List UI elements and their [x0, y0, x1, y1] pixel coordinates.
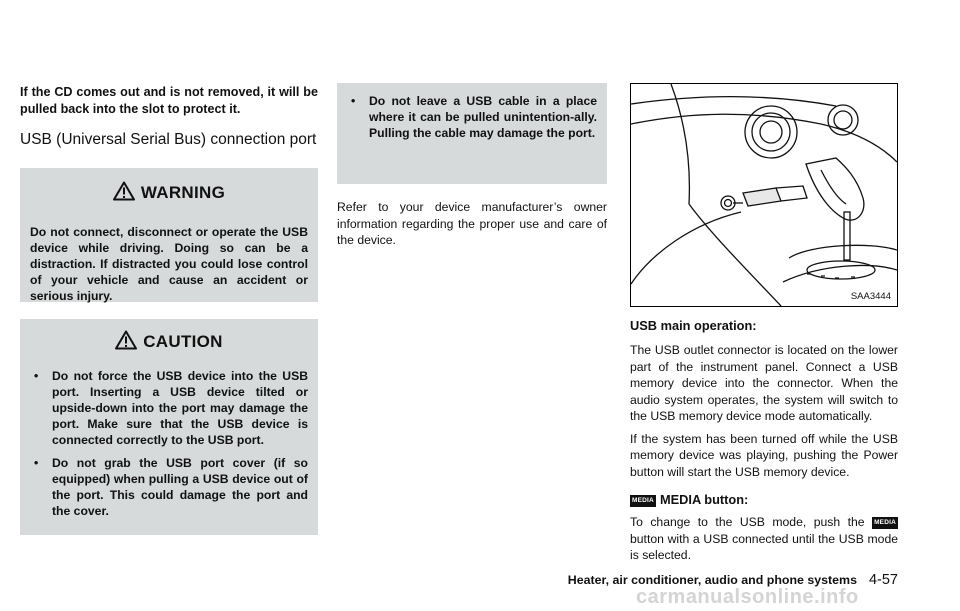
warning-triangle-icon	[113, 181, 135, 201]
warning-title-row	[30, 168, 308, 207]
media-paragraph	[630, 514, 898, 564]
usb-main-paragraph-1: The USB outlet connector is located on the lower part of the instrument panel. Connect a USB memory device into the connector. When the audio system operates, the system will switch to the USB memory device mode automatically.	[630, 343, 898, 423]
caution-box-continued	[337, 83, 607, 184]
caution-item-2: • Do not grab the USB port cover (if so equipped) when pulling a USB device out of the port. This could damage the port and the cover.	[30, 455, 308, 519]
media-inline-icon: MEDIA	[872, 517, 898, 529]
usb-section-title: USB (Universal Serial Bus) connection port	[20, 131, 317, 148]
media-text-before: To change to the USB mode, push the	[630, 515, 865, 529]
media-button-title: MEDIA button:	[659, 492, 749, 507]
figure-label: SAA3444	[850, 291, 891, 302]
usb-port-illustration	[631, 84, 897, 306]
warning-text: Do not connect, disconnect or operate the USB device while driving. Doing so can be a distraction. If distracted you could lose control of your vehicle and cause an accident or serious injury.	[30, 225, 308, 303]
warning-title: WARNING	[140, 183, 226, 202]
caution-box	[20, 319, 318, 535]
caution-title: CAUTION	[143, 332, 223, 351]
footer-section: Heater, air conditioner, audio and phone systems	[567, 573, 857, 587]
left-column	[20, 0, 318, 535]
right-column	[630, 318, 898, 564]
cd-note: If the CD comes out and is not removed, it will be pulled back into the slot to protect it.	[20, 85, 318, 116]
media-text-after: button with a USB connected until the USB mode is selected.	[630, 531, 898, 562]
page-number: 4-57	[868, 572, 898, 588]
caution-title-row	[30, 319, 308, 356]
usb-main-paragraph-2: If the system has been turned off while the USB memory device was playing, pushing the Power button will start the USB memory device.	[630, 431, 898, 479]
media-button-icon: MEDIA	[630, 495, 656, 507]
media-button-title-row	[630, 492, 898, 508]
refer-text: Refer to your device manufacturer’s owner information regarding the proper use and care of the device.	[337, 200, 607, 247]
usb-main-operation-title: USB main operation:	[630, 318, 757, 333]
usb-port-figure	[630, 83, 898, 307]
caution-item-1: • Do not force the USB device into the USB port. Inserting a USB device tilted or upside-down into the port may damage the port. Make sure that the USB device is connected correctly to the USB port.	[30, 368, 308, 448]
caution-item-3: • Do not leave a USB cable in a place where it can be pulled unintention-ally. Pulling the cable may damage the port.	[347, 93, 597, 141]
caution-triangle-icon	[115, 330, 137, 350]
warning-box	[20, 168, 318, 302]
watermark: carmanualsonline.info	[636, 586, 859, 608]
middle-column	[337, 0, 607, 249]
